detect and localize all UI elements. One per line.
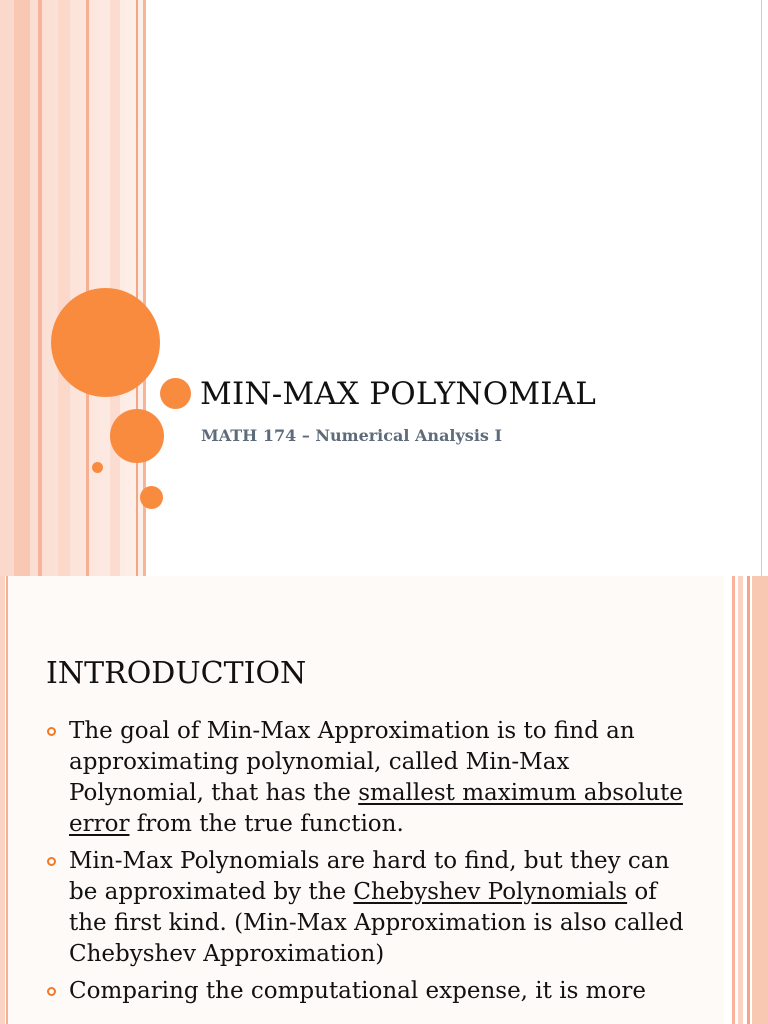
- bullet-circle-icon: [47, 857, 56, 866]
- section-title: INTRODUCTION: [46, 656, 307, 691]
- introduction-slide: [0, 576, 768, 1024]
- text-run: Comparing the computational expense, it is more: [69, 978, 646, 1004]
- right-edge-stripe: [732, 576, 735, 1024]
- bullet-item: [46, 716, 686, 840]
- text-run: The goal of Min-Max Approximation is to find an approximating polynomial, called Min-Max Polynomial, that has the: [69, 718, 635, 806]
- bullet-circle-icon: [47, 727, 56, 736]
- decorative-stripe: [136, 0, 138, 576]
- slide-title: MIN-MAX POLYNOMIAL: [200, 376, 597, 412]
- bullet-text: [69, 716, 686, 840]
- text-run: of the first kind. (Min-Max Approximation is also called Chebyshev Approximation): [69, 879, 684, 967]
- slide-edge: [761, 0, 768, 576]
- bullet-list: [46, 716, 686, 1013]
- bullet-text: [69, 846, 686, 970]
- decorative-stripe: [14, 0, 30, 576]
- bullet-circle-icon: [47, 987, 56, 996]
- decorative-stripe: [58, 0, 70, 576]
- right-edge-stripe: [752, 576, 768, 1024]
- left-edge-stripe: [0, 576, 5, 1024]
- bullet-item: [46, 976, 686, 1007]
- left-edge-stripe: [6, 576, 8, 1024]
- decorative-stripe: [86, 0, 89, 576]
- text-run: from the true function.: [129, 811, 404, 837]
- right-edge-stripe: [738, 576, 743, 1024]
- decorative-stripe: [38, 0, 42, 576]
- decorative-circle-small: [160, 378, 191, 409]
- decorative-circle-small: [140, 486, 163, 509]
- slide-subtitle: MATH 174 – Numerical Analysis I: [201, 426, 502, 445]
- decorative-circle-large: [51, 288, 160, 397]
- decorative-circle-medium: [110, 409, 164, 463]
- underlined-term: Chebyshev Polynomials: [353, 879, 628, 905]
- text-run: Min-Max Polynomials are hard to find, but they can be approximated by the: [69, 848, 670, 905]
- bullet-item: [46, 846, 686, 970]
- underlined-term: smallest maximum absolute error: [69, 780, 683, 837]
- right-edge-stripe: [747, 576, 750, 1024]
- bullet-text: [69, 976, 686, 1007]
- decorative-circle-tiny: [92, 462, 103, 473]
